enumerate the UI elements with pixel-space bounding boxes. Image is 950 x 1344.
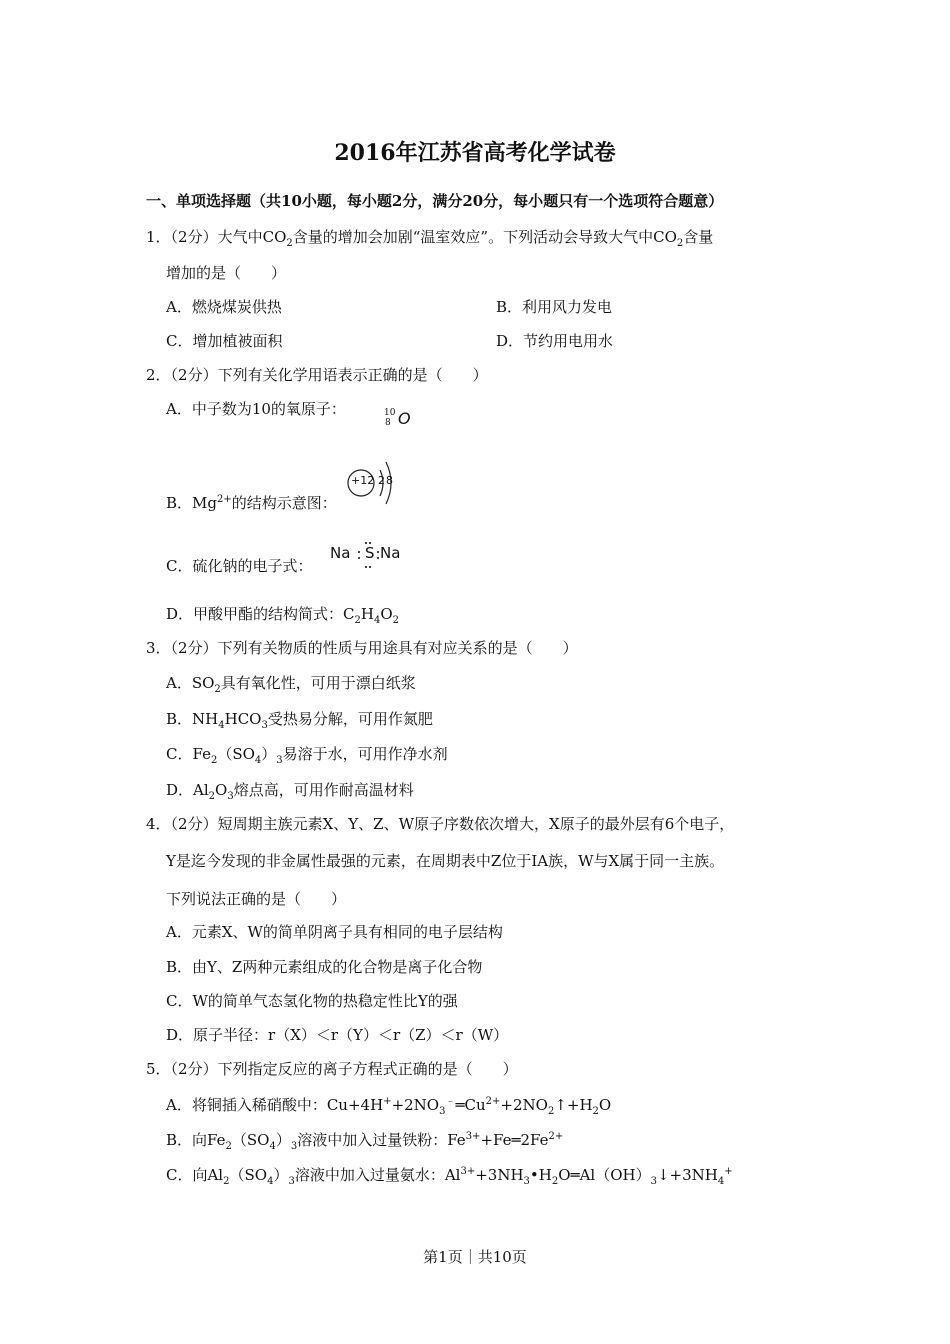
sodium-left: Na [330, 544, 351, 562]
question-5-option-b: B．向$Fe_2(SO_4)_3$溶液中加入过量铁粉：$Fe^{3+}+Fe═2Fe^{2+}$ [166, 1131, 564, 1152]
question-4-option-a: A．元素X、W的简单阴离子具有相同的电子层结构 [166, 923, 503, 941]
page-footer: 第1页｜共10页 [423, 1248, 527, 1266]
page-title: 2016年江苏省高考化学试卷 [334, 140, 616, 166]
question-4-option-d: D．原子半径：r（X）＜r（Y）＜r（Z）＜r（W） [166, 1026, 509, 1044]
question-3-stem: 3．（2分）下列有关物质的性质与用途具有对应关系的是（ ） [146, 639, 578, 657]
shell-2-count: 8 [386, 474, 393, 487]
electron-dots [356, 540, 382, 570]
question-2-option-c: C．硫化钠的电子式： [166, 557, 313, 575]
question-1-option-d: D．节约用电用水 [496, 332, 614, 350]
question-3-option-c: C．$Fe_2(SO_4)_3$易溶于水，可用作净水剂 [166, 745, 448, 766]
mg-ion-structure-diagram [344, 456, 394, 512]
oxygen-isotope-symbol [382, 408, 422, 434]
question-4-stem-line1: 4．（2分）短周期主族元素X、Y、Z、W原子序数依次增大，X原子的最外层有6个电子， [146, 815, 735, 833]
element-symbol: O [398, 409, 411, 428]
mass-number: 10 [384, 408, 396, 418]
question-3-option-a: A．$SO_2$具有氧化性，可用于漂白纸浆 [166, 674, 416, 695]
sodium-right: Na [380, 544, 401, 562]
question-4-stem-line3: 下列说法正确的是（ ） [166, 890, 347, 908]
question-3-option-b: B．$NH_4HCO_3$受热易分解，可用作氮肥 [166, 710, 433, 731]
question-2-stem: 2．（2分）下列有关化学用语表示正确的是（ ） [146, 366, 488, 384]
question-2-option-b: B．$Mg^{2+}$的结构示意图： [166, 494, 337, 512]
question-5-option-c: C．向$Al_2(SO_4)_3$溶液中加入过量氨水：$Al^{3+}+3NH_3•H_2O═Al(OH)_3↓+3NH_4^+$ [166, 1166, 733, 1187]
shell-1-count: 2 [378, 474, 385, 487]
question-1-option-b: B．利用风力发电 [496, 298, 613, 316]
question-4-option-b: B．由Y、Z两种元素组成的化合物是离子化合物 [166, 958, 483, 976]
question-4-option-c: C．W的简单气态氢化物的热稳定性比Y的强 [166, 992, 458, 1010]
nucleus-charge: +12 [351, 474, 375, 487]
question-4-stem-line2: Y是迄今发现的非金属性最强的元素，在周期表中Z位于IA族，W与X属于同一主族。 [166, 852, 725, 870]
section-heading: 一、单项选择题（共10小题，每小题2分，满分20分，每小题只有一个选项符合题意） [146, 192, 724, 210]
question-1-option-c: C．增加植被面积 [166, 332, 283, 350]
question-3-option-d: D．$Al_2O_3$熔点高，可用作耐高温材料 [166, 781, 414, 802]
sulfur-symbol: S [365, 544, 375, 562]
question-2-option-d: D．甲酸甲酯的结构简式：$C_2H_4O_2$ [166, 605, 400, 626]
question-2-option-a: A．中子数为10的氧原子： [166, 400, 346, 418]
question-5-stem: 5．（2分）下列指定反应的离子方程式正确的是（ ） [146, 1060, 518, 1078]
question-1-option-a: A．燃烧煤炭供热 [166, 298, 282, 316]
question-1-stem-line2: 增加的是（ ） [166, 264, 287, 282]
question-5-option-a: A．将铜插入稀硝酸中：$Cu+4H^++2NO_3^﹣═Cu^{2+}+2NO_2↑+H_2O$ [166, 1096, 612, 1117]
sodium-sulfide-electron-formula [330, 540, 406, 570]
question-1-stem: 1．（2分）大气中$CO_2$含量的增加会加剧“温室效应”。下列活动会导致大气中$CO_2$含量 [146, 228, 714, 249]
atomic-number: 8 [385, 418, 391, 428]
